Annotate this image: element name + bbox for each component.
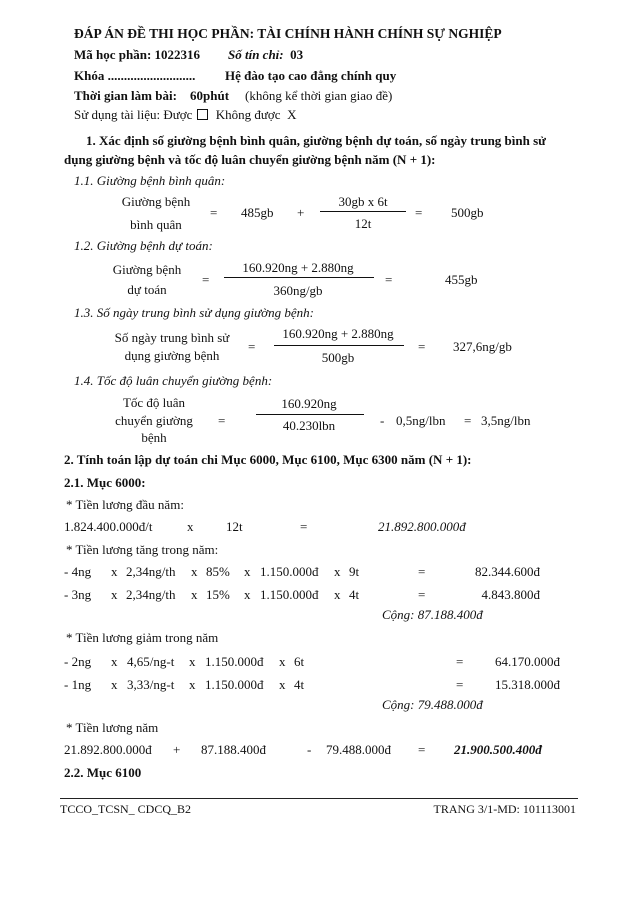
annual-c: 79.488.000đ xyxy=(326,742,391,757)
opening-eq: = xyxy=(300,519,308,534)
khoa-field: Khóa ........................... xyxy=(74,68,196,83)
s11-label-2: bình quân xyxy=(130,217,182,232)
s14-title: 1.4. Tốc độ luân chuyển giường bệnh: xyxy=(74,373,273,388)
decrease-title: * Tiền lương giảm trong năm xyxy=(66,630,219,645)
s14-label-2: chuyển giường xyxy=(115,413,193,428)
s13-numerator: 160.920ng + 2.880ng xyxy=(282,326,394,341)
s12-label-2: dự toán xyxy=(127,282,167,297)
s14-label-1: Tốc độ luân xyxy=(122,395,186,410)
s14-label-3: bệnh xyxy=(141,430,167,445)
annual-b: 87.188.400đ xyxy=(201,742,266,757)
s11-numerator: 30gb x 6t xyxy=(338,194,388,209)
opening-x: x xyxy=(187,519,194,534)
annual-plus: + xyxy=(173,742,181,757)
s22-title: 2.2. Mục 6100 xyxy=(64,765,142,780)
program-name: Hệ đào tạo cao đẳng chính quy xyxy=(225,68,397,83)
section1-heading-line2: dụng giường bệnh và tốc độ luân chuyển giường bệnh năm (N + 1): xyxy=(64,152,436,167)
s14-eq1: = xyxy=(218,413,226,428)
s13-fraction-bar xyxy=(274,345,404,346)
s11-eq1: = xyxy=(210,205,218,220)
course-code: Mã học phần: 1022316 xyxy=(74,47,201,62)
s12-fraction-bar xyxy=(224,277,374,278)
s14-term2: 0,5ng/lbn xyxy=(396,413,446,428)
opening-title: * Tiền lương đầu năm: xyxy=(66,497,184,512)
time-value: 60phút xyxy=(190,88,230,103)
annual-result: 21.900.500.400đ xyxy=(454,742,542,757)
s12-numerator: 160.920ng + 2.880ng xyxy=(242,260,354,275)
s12-eq2: = xyxy=(385,272,393,287)
s11-result: 500gb xyxy=(451,205,484,220)
s11-plus: + xyxy=(297,205,305,220)
s11-denominator: 12t xyxy=(354,216,372,231)
annual-minus: - xyxy=(307,742,312,757)
annual-eq: = xyxy=(418,742,426,757)
footer-divider xyxy=(60,798,578,799)
opening-result: 21.892.800.000đ xyxy=(378,519,466,534)
footer-left: TCCO_TCSN_ CDCQ_B2 xyxy=(60,802,192,816)
decrease-total: Cộng: 79.488.000đ xyxy=(382,697,483,712)
section1-heading-line1: 1. Xác định số giường bệnh bình quân, giường bệnh dự toán, số ngày trung bình sử xyxy=(86,133,546,148)
s13-title: 1.3. Số ngày trung bình sử dụng giường bệnh: xyxy=(74,305,314,320)
s12-result: 455gb xyxy=(445,272,478,287)
time-note: (không kể thời gian giao đề) xyxy=(245,88,393,103)
s13-label-1: Số ngày trung bình sử xyxy=(114,330,230,345)
s11-title: 1.1. Giường bệnh bình quân: xyxy=(74,173,226,188)
s14-eq2: = xyxy=(464,413,472,428)
increase-total: Cộng: 87.188.400đ xyxy=(382,607,483,622)
s13-denominator: 500gb xyxy=(321,350,355,365)
document-title: ĐÁP ÁN ĐỀ THI HỌC PHẦN: TÀI CHÍNH HÀNH CHÍNH SỰ NGHIỆP xyxy=(74,26,502,41)
s14-denominator: 40.230lbn xyxy=(282,418,336,433)
s11-fraction-bar xyxy=(320,211,406,212)
s12-denominator: 360ng/gb xyxy=(273,283,323,298)
s12-eq1: = xyxy=(202,272,210,287)
s12-title: 1.2. Giường bệnh dự toán: xyxy=(74,238,213,253)
s13-eq1: = xyxy=(248,339,256,354)
s13-label-2: dụng giường bệnh xyxy=(124,348,220,363)
materials-line: Sử dụng tài liệu: Được Không được X xyxy=(74,107,297,122)
s11-term1: 485gb xyxy=(241,205,274,220)
s11-label-1: Giường bệnh xyxy=(121,194,191,209)
credits: Số tín chỉ: 03 xyxy=(228,47,304,62)
time-label: Thời gian làm bài: xyxy=(74,88,177,103)
s11-eq2: = xyxy=(415,205,423,220)
annual-title: * Tiền lương năm xyxy=(66,720,159,735)
s13-eq2: = xyxy=(418,339,426,354)
opening-b: 12t xyxy=(226,519,243,534)
s12-label-1: Giường bệnh xyxy=(112,262,182,277)
increase-title: * Tiền lương tăng trong năm: xyxy=(66,542,219,557)
checkbox-allowed xyxy=(197,109,208,120)
opening-a: 1.824.400.000đ/t xyxy=(64,519,153,534)
s14-result: 3,5ng/lbn xyxy=(481,413,531,428)
annual-a: 21.892.800.000đ xyxy=(64,742,152,757)
footer-right: TRANG 3/1-MD: 101113001 xyxy=(433,802,576,816)
section2-heading: 2. Tính toán lập dự toán chi Mục 6000, Mục 6100, Mục 6300 năm (N + 1): xyxy=(64,452,472,467)
s21-title: 2.1. Mục 6000: xyxy=(64,475,146,490)
s14-numerator: 160.920ng xyxy=(281,396,337,411)
s14-fraction-bar xyxy=(256,414,364,415)
s13-result: 327,6ng/gb xyxy=(453,339,512,354)
s14-minus: - xyxy=(380,413,385,428)
